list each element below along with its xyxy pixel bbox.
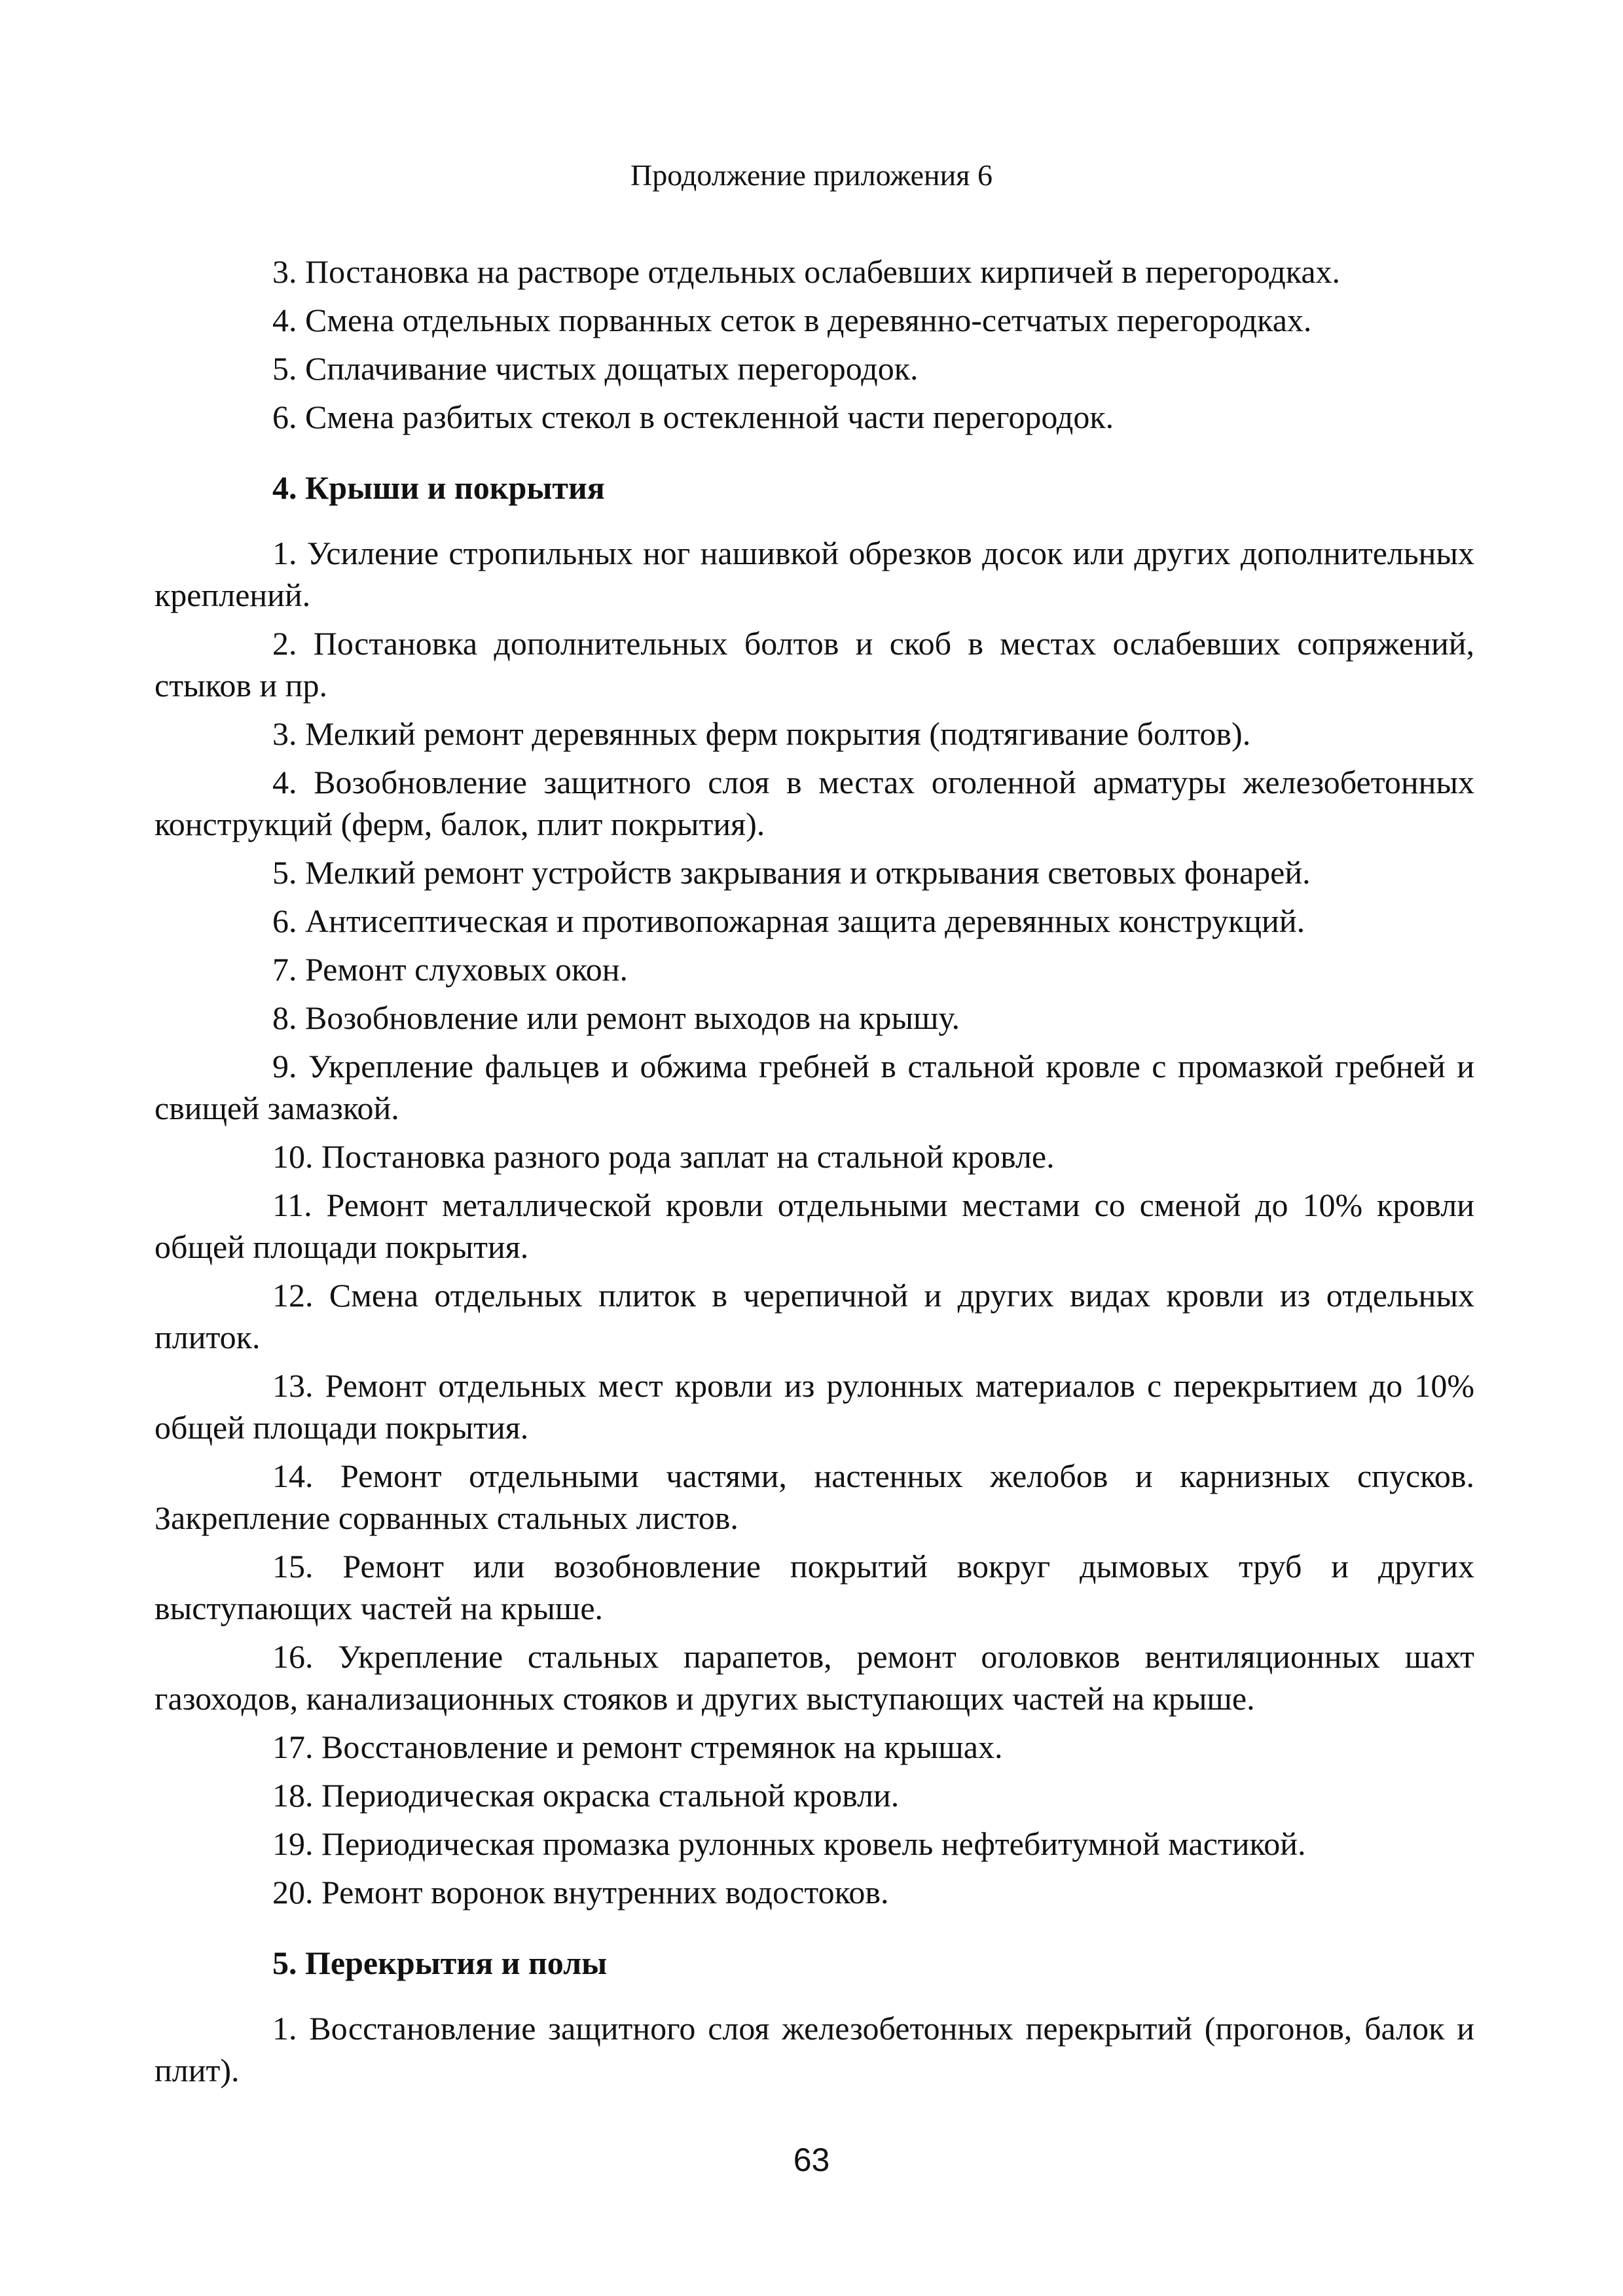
list-item: 6. Антисептическая и противопожарная защита деревянных конструкций. bbox=[272, 903, 1305, 939]
section-heading-roofs: 4. Крыши и покрытия bbox=[272, 469, 605, 506]
list-item: 3. Постановка на растворе отдельных ослабевших кирпичей в перегородках. bbox=[272, 253, 1341, 290]
list-item: 15. Ремонт или возобновление покрытий вокруг дымовых труб и других выступающих частей на крыше. bbox=[155, 1548, 1474, 1626]
list-item: 6. Смена разбитых стекол в остекленной части перегородок. bbox=[272, 399, 1114, 435]
list-item: 19. Периодическая промазка рулонных кровель нефтебитумной мастикой. bbox=[272, 1825, 1306, 1862]
list-item: 5. Мелкий ремонт устройств закрывания и открывания световых фонарей. bbox=[272, 854, 1311, 891]
list-item: 8. Возобновление или ремонт выходов на крышу. bbox=[272, 999, 960, 1036]
list-item: 4. Смена отдельных порванных сеток в деревянно-сетчатых перегородках. bbox=[272, 302, 1312, 338]
list-item: 4. Возобновление защитного слоя в местах оголенной арматуры железобетонных конструкций (ферм, балок, плит покрытия). bbox=[155, 764, 1474, 842]
list-item: 13. Ремонт отдельных мест кровли из рулонных материалов с перекрытием до 10% общей площади покрытия. bbox=[155, 1367, 1474, 1446]
page-content bbox=[155, 251, 1474, 2098]
list-item: 11. Ремонт металлической кровли отдельными местами со сменой до 10% кровли общей площади покрытия. bbox=[155, 1187, 1474, 1265]
list-item: 20. Ремонт воронок внутренних водостоков. bbox=[272, 1874, 889, 1910]
list-item: 7. Ремонт слуховых окон. bbox=[272, 951, 629, 988]
list-item: 3. Мелкий ремонт деревянных ферм покрытия (подтягивание болтов). bbox=[272, 715, 1251, 752]
list-item: 1. Восстановление защитного слоя железобетонных перекрытий (прогонов, балок и плит). bbox=[155, 2010, 1474, 2089]
list-item: 9. Укрепление фальцев и обжима гребней в стальной кровле с промазкой гребней и свищей замазкой. bbox=[155, 1048, 1474, 1126]
list-item: 10. Постановка разного рода заплат на стальной кровле. bbox=[272, 1138, 1055, 1175]
list-item: 5. Сплачивание чистых дощатых перегородок. bbox=[272, 350, 919, 387]
appendix-continuation-note: Продолжение приложения 6 bbox=[630, 158, 993, 192]
list-item: 1. Усиление стропильных ног нашивкой обрезков досок или других дополнительных креплений. bbox=[155, 535, 1474, 613]
list-item: 17. Восстановление и ремонт стремянок на крышах. bbox=[272, 1729, 1003, 1765]
list-item: 2. Постановка дополнительных болтов и скоб в местах ослабевших сопряжений, стыков и пр. bbox=[155, 625, 1474, 704]
list-item: 14. Ремонт отдельными частями, настенных желобов и карнизных спусков. Закрепление сорванных стальных листов. bbox=[155, 1458, 1474, 1536]
list-item: 18. Периодическая окраска стальной кровли. bbox=[272, 1777, 900, 1814]
list-item: 12. Смена отдельных плиток в черепичной и других видах кровли из отдельных плиток. bbox=[155, 1277, 1474, 1355]
section-heading-floors: 5. Перекрытия и полы bbox=[272, 1945, 608, 1981]
page-number: 63 bbox=[793, 2142, 830, 2178]
list-item: 16. Укрепление стальных парапетов, ремонт оголовков вентиляционных шахт газоходов, канализационных стояков и других выступающих частей на крыше. bbox=[155, 1638, 1474, 1717]
